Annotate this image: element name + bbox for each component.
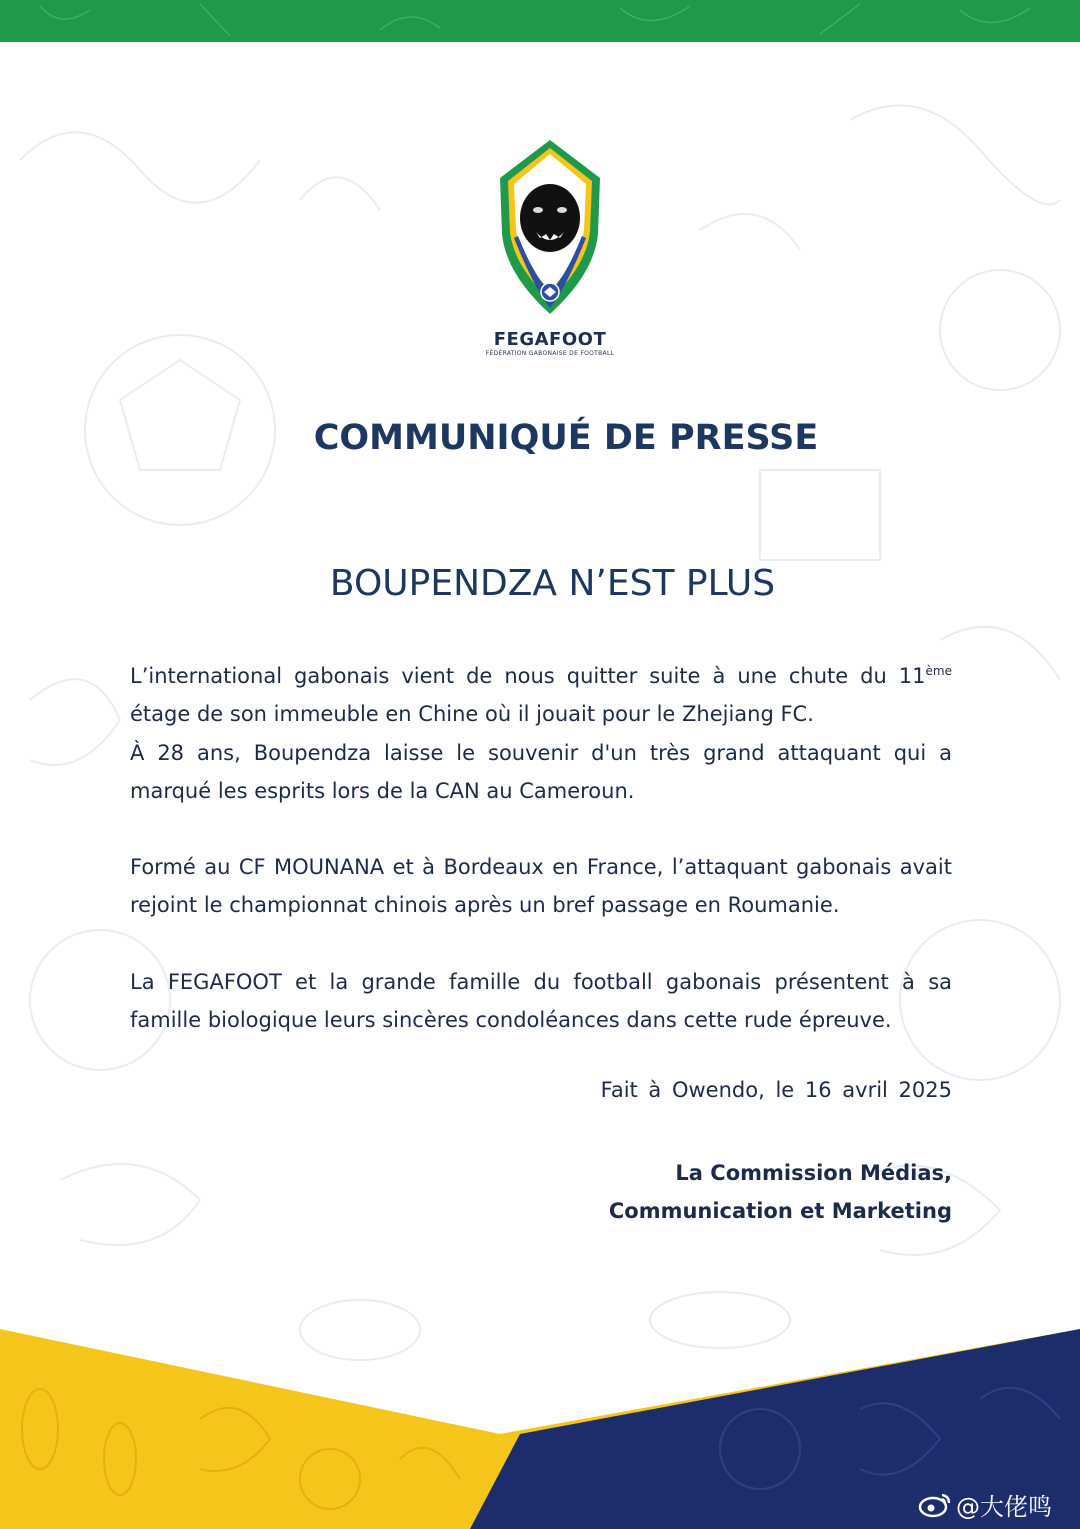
document-headline: BOUPENDZA N’EST PLUS [329, 563, 776, 604]
ordinal-superscript: ème [925, 664, 952, 678]
signature-block [430, 1154, 952, 1230]
top-green-band [0, 0, 1080, 42]
organization-name: FEGAFOOT [493, 329, 607, 350]
paragraph-3: La FEGAFOOT et la grande famille du football gabonais présentent à sa famille biologique leurs sincères condoléances dans cette rude épreuve. [130, 970, 952, 1033]
organization-full-name: FÉDÉRATION GABONAISE DE FOOTBALL [485, 350, 615, 357]
paragraph-1-part-a: L’international gabonais vient de nous quitter suite à une chute du 11 [130, 664, 926, 688]
paragraph-1 [130, 657, 952, 810]
paragraph-1-part-b: étage de son immeuble en Chine où il jouait pour le Zhejiang FC. [130, 702, 814, 727]
paragraph-2: Formé au CF MOUNANA et à Bordeaux en France, l’attaquant gabonais avait rejoint le championnat chinois après un bref passage en Roumanie. [130, 855, 952, 918]
watermark-text: @大佬鸣 [956, 1492, 1052, 1521]
place-and-date: Fait à Owendo, le 16 avril 2025 [600, 1078, 952, 1102]
weibo-watermark [918, 1486, 1052, 1522]
fegafoot-crest-logo [494, 138, 606, 328]
signature-line-2: Communication et Marketing [608, 1199, 952, 1223]
paragraph-1-continuation: À 28 ans, Boupendza laisse le souvenir d'un très grand attaquant qui a marqué les esprits lors de la CAN au Cameroun. [130, 740, 952, 803]
weibo-icon [918, 1490, 952, 1518]
signature-line-1: La Commission Médias, [675, 1161, 952, 1185]
document-title: COMMUNIQUÉ DE PRESSE [313, 418, 819, 458]
